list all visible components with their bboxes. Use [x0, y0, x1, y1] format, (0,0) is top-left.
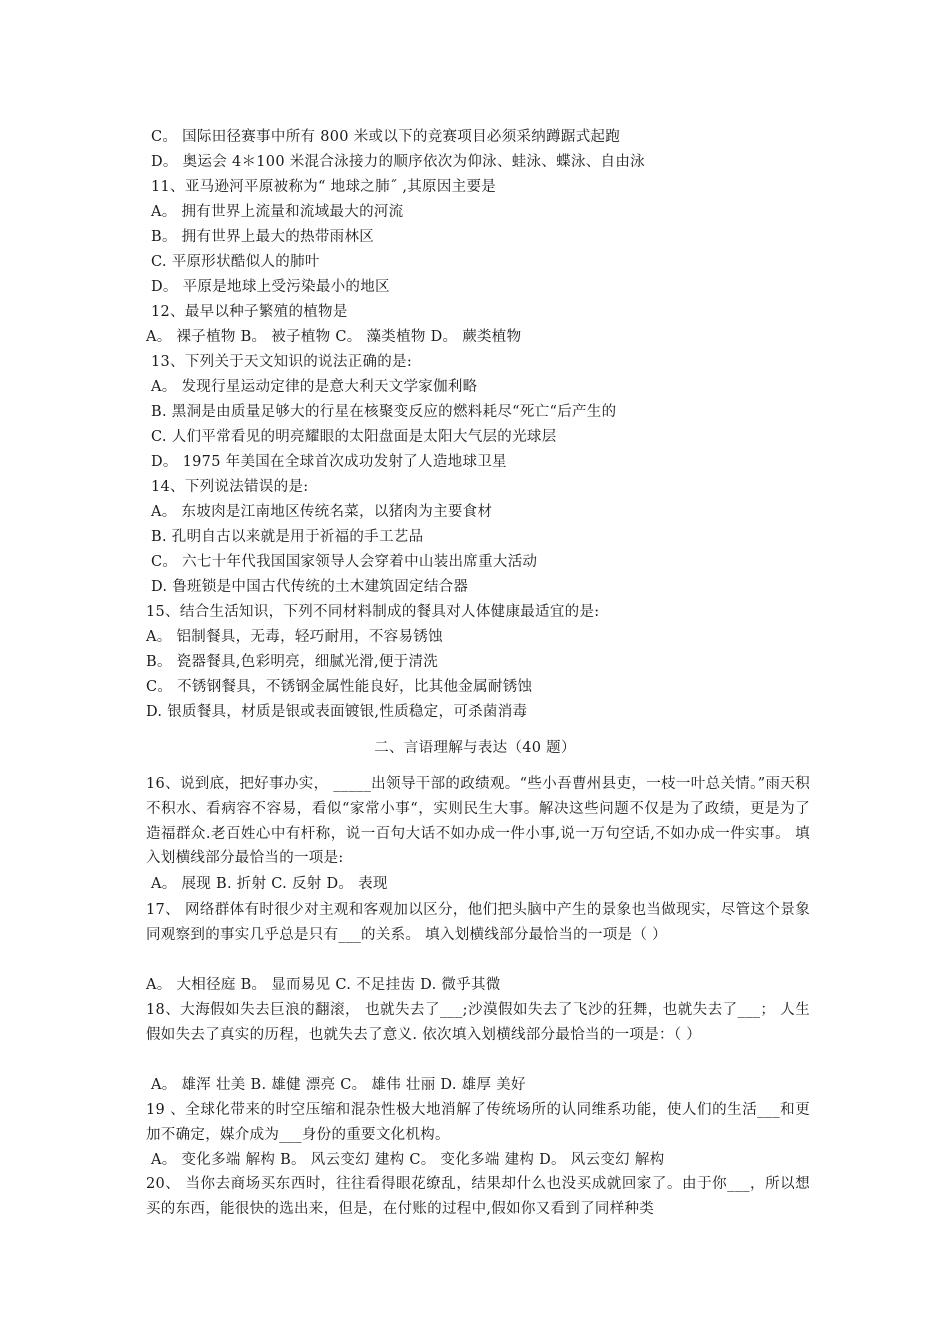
option-c-q14: C。 六七十年代我国国家领导人会穿着中山装出席重大活动: [151, 554, 538, 570]
option-b-q15: B。 瓷器餐具,色彩明亮，细腻光滑,便于清洗: [146, 654, 439, 670]
question-15: 15、结合生活知识，下列不同材料制成的餐具对人体健康最适宜的是:: [146, 604, 600, 620]
option-d-q14: D. 鲁班锁是中国古代传统的土木建筑固定结合器: [151, 579, 469, 595]
option-a-q14: A。 东坡肉是江南地区传统名菜，以猪肉为主要食材: [151, 504, 493, 520]
option-c-q13: C. 人们平常看见的明亮耀眼的太阳盘面是太阳大气层的光球层: [151, 429, 557, 445]
section-heading: 二、言语理解与表达（40 题）: [374, 740, 576, 756]
option-c-q10: C。 国际田径赛事中所有 800 米或以下的竞赛项目必须采纳蹲踞式起跑: [151, 129, 621, 145]
option-c-q15: C。 不锈钢餐具，不锈钢金属性能良好，比其他金属耐锈蚀: [146, 679, 533, 695]
option-d-q10: D。 奥运会 4＊100 米混合泳接力的顺序依次为仰泳、蛙泳、蝶泳、自由泳: [151, 154, 645, 170]
question-14: 14、下列说法错误的是:: [151, 479, 309, 495]
options-q12: A。 裸子植物 B。 被子植物 C。 藻类植物 D。 蕨类植物: [146, 329, 522, 345]
option-d-q13: D。 1975 年美国在全球首次成功发射了人造地球卫星: [151, 454, 507, 470]
option-d-q15: D. 银质餐具，材质是银或表面镀银,性质稳定，可杀菌消毒: [146, 704, 528, 720]
question-17: 17、 网络群体有时很少对主观和客观加以区分，他们把头脑中产生的景象也当做现实，尽管这个景象同观察到的事实几乎总是只有___的关系。 填入划横线部分最恰当的一项是（ ）: [146, 902, 810, 943]
question-20: 20、 当你去商场买东西时，往往看得眼花缭乱，结果却什么也没买成就回家了。由于你___，所以想买的东西，能很快的选出来，但是，在付账的过程中,假如你又看到了同样种类: [146, 1176, 810, 1217]
question-12: 12、最早以种子繁殖的植物是: [151, 304, 348, 320]
option-b-q13: B. 黑洞是由质量足够大的行星在核聚变反应的燃料耗尽“死亡“后产生的: [151, 404, 617, 420]
option-c-q11: C. 平原形状酷似人的肺叶: [151, 254, 320, 270]
option-d-q11: D。 平原是地球上受污染最小的地区: [151, 279, 390, 295]
option-a-q13: A。 发现行星运动定律的是意大利天文学家伽利略: [151, 379, 478, 395]
question-18: 18、大海假如失去巨浪的翻滚， 也就失去了___;沙漠假如失去了飞沙的狂舞，也就失去了___； 人生假如失去了真实的历程，也就失去了意义. 依次填入划横线部分最恰当的一项是：（ ）: [146, 1002, 810, 1043]
options-q19: A。 变化多端 解构 B。 风云变幻 建构 C。 变化多端 建构 D。 风云变幻 解构: [151, 1152, 665, 1168]
question-16: 16、说到底，把好事办实， _____出领导干部的政绩观。“些小吾曹州县吏，一枝一叶总关情。”雨天积不积水、看病容不容易，看似“家常小事“，实则民生大事。解决这些问题不仅是为了政绩，更是为了造福群众.老百姓心中有杆称，说一百句大话不如办成一件小事,说一万句空话,不如办成一件实事。 填入划横线部分最恰当的一项是:: [146, 776, 810, 867]
options-q16: A。 展现 B. 折射 C. 反射 D。 表现: [151, 876, 388, 892]
options-q17: A。 大相径庭 B。 显而易见 C. 不足挂齿 D. 微乎其微: [146, 977, 501, 993]
option-a-q11: A。 拥有世界上流量和流域最大的河流: [151, 204, 404, 220]
option-b-q14: B. 孔明自古以来就是用于祈福的手工艺品: [151, 529, 424, 545]
question-11: 11、亚马逊河平原被称为“ 地球之肺˝ ,其原因主要是: [151, 179, 497, 195]
option-a-q15: A。 铝制餐具，无毒，轻巧耐用，不容易锈蚀: [146, 629, 443, 645]
option-b-q11: B。 拥有世界上最大的热带雨林区: [151, 229, 375, 245]
options-q18: A。 雄浑 壮美 B. 雄健 漂亮 C。 雄伟 壮丽 D. 雄厚 美好: [151, 1077, 526, 1093]
question-13: 13、下列关于天文知识的说法正确的是:: [151, 354, 413, 370]
question-19: 19 、全球化带来的时空压缩和混杂性极大地消解了传统场所的认同维系功能，使人们的生活___和更加不确定，媒介成为___身份的重要文化机构。: [146, 1102, 810, 1143]
